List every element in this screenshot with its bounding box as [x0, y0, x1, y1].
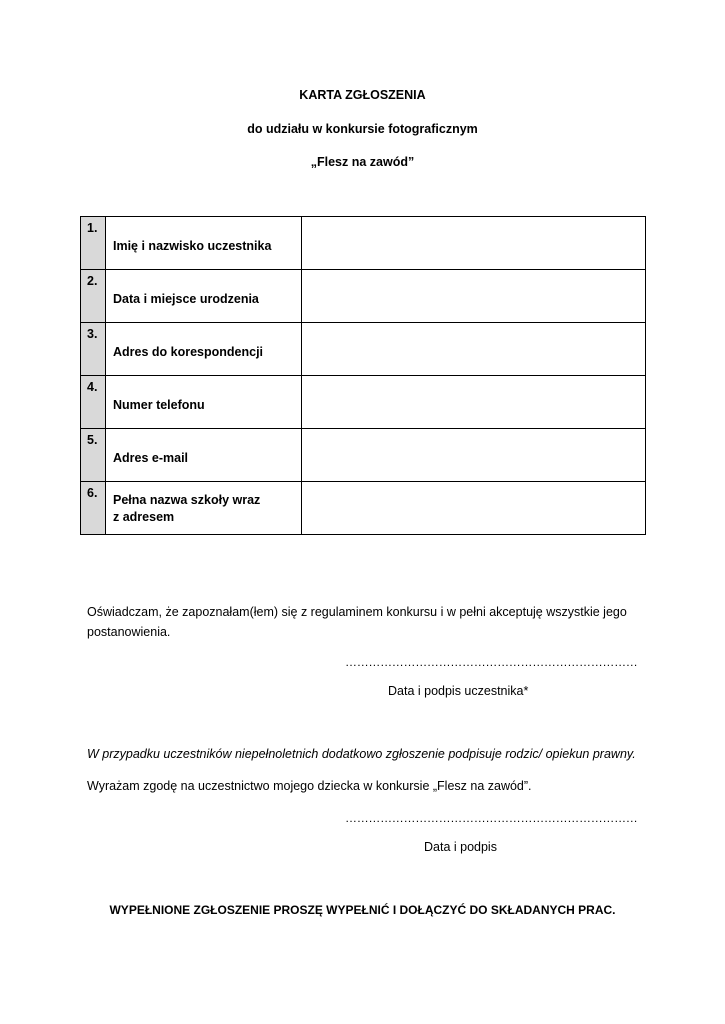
field-label-name: Imię i nazwisko uczestnika	[106, 217, 302, 270]
field-value-email[interactable]	[302, 429, 646, 482]
document-title: KARTA ZGŁOSZENIA	[299, 88, 426, 102]
row-number: 3.	[81, 323, 106, 376]
field-label-email: Adres e-mail	[106, 429, 302, 482]
document-subtitle: do udziału w konkursie fotograficznym	[247, 122, 478, 136]
row-number: 6.	[81, 482, 106, 535]
field-label-birth: Data i miejsce urodzenia	[106, 270, 302, 323]
contest-name: „Flesz na zawód”	[310, 155, 415, 169]
field-label-address: Adres do korespondencji	[106, 323, 302, 376]
form-row-address	[81, 323, 646, 376]
field-value-name[interactable]	[302, 217, 646, 270]
form-row-email	[81, 429, 646, 482]
declaration-line2: postanowienia.	[87, 625, 171, 639]
field-label-school-line1: Pełna nazwa szkoły wraz	[113, 493, 261, 507]
field-value-birth[interactable]	[302, 270, 646, 323]
form-row-phone	[81, 376, 646, 429]
parent-signature-label: Data i podpis	[424, 840, 497, 854]
form-row-school	[81, 482, 646, 535]
participant-signature-line[interactable]: …………………………………………………………………	[345, 655, 638, 669]
declaration-line1: Oświadczam, że zapoznałam(łem) się z regulaminem konkursu i w pełni akceptuję wszystkie jego	[87, 605, 627, 619]
row-number: 5.	[81, 429, 106, 482]
parent-signature-line[interactable]: …………………………………………………………………	[345, 811, 638, 825]
field-value-phone[interactable]	[302, 376, 646, 429]
row-number: 2.	[81, 270, 106, 323]
field-label-phone: Numer telefonu	[106, 376, 302, 429]
footer-instruction: WYPEŁNIONE ZGŁOSZENIE PROSZĘ WYPEŁNIĆ I DOŁĄCZYĆ DO SKŁADANYCH PRAC.	[109, 903, 616, 917]
field-label-school	[106, 482, 302, 535]
participant-signature-label: Data i podpis uczestnika*	[388, 684, 529, 698]
row-number: 4.	[81, 376, 106, 429]
form-row-name	[81, 217, 646, 270]
parent-consent-text: Wyrażam zgodę na uczestnictwo mojego dziecka w konkursie „Flesz na zawód”.	[87, 779, 532, 793]
row-number: 1.	[81, 217, 106, 270]
application-form-table	[80, 216, 646, 535]
field-label-school-line2: z adresem	[113, 510, 175, 524]
minor-participant-note: W przypadku uczestników niepełnoletnich dodatkowo zgłoszenie podpisuje rodzic/ opiekun prawny.	[87, 747, 636, 761]
field-value-school[interactable]	[302, 482, 646, 535]
form-row-birth	[81, 270, 646, 323]
field-value-address[interactable]	[302, 323, 646, 376]
